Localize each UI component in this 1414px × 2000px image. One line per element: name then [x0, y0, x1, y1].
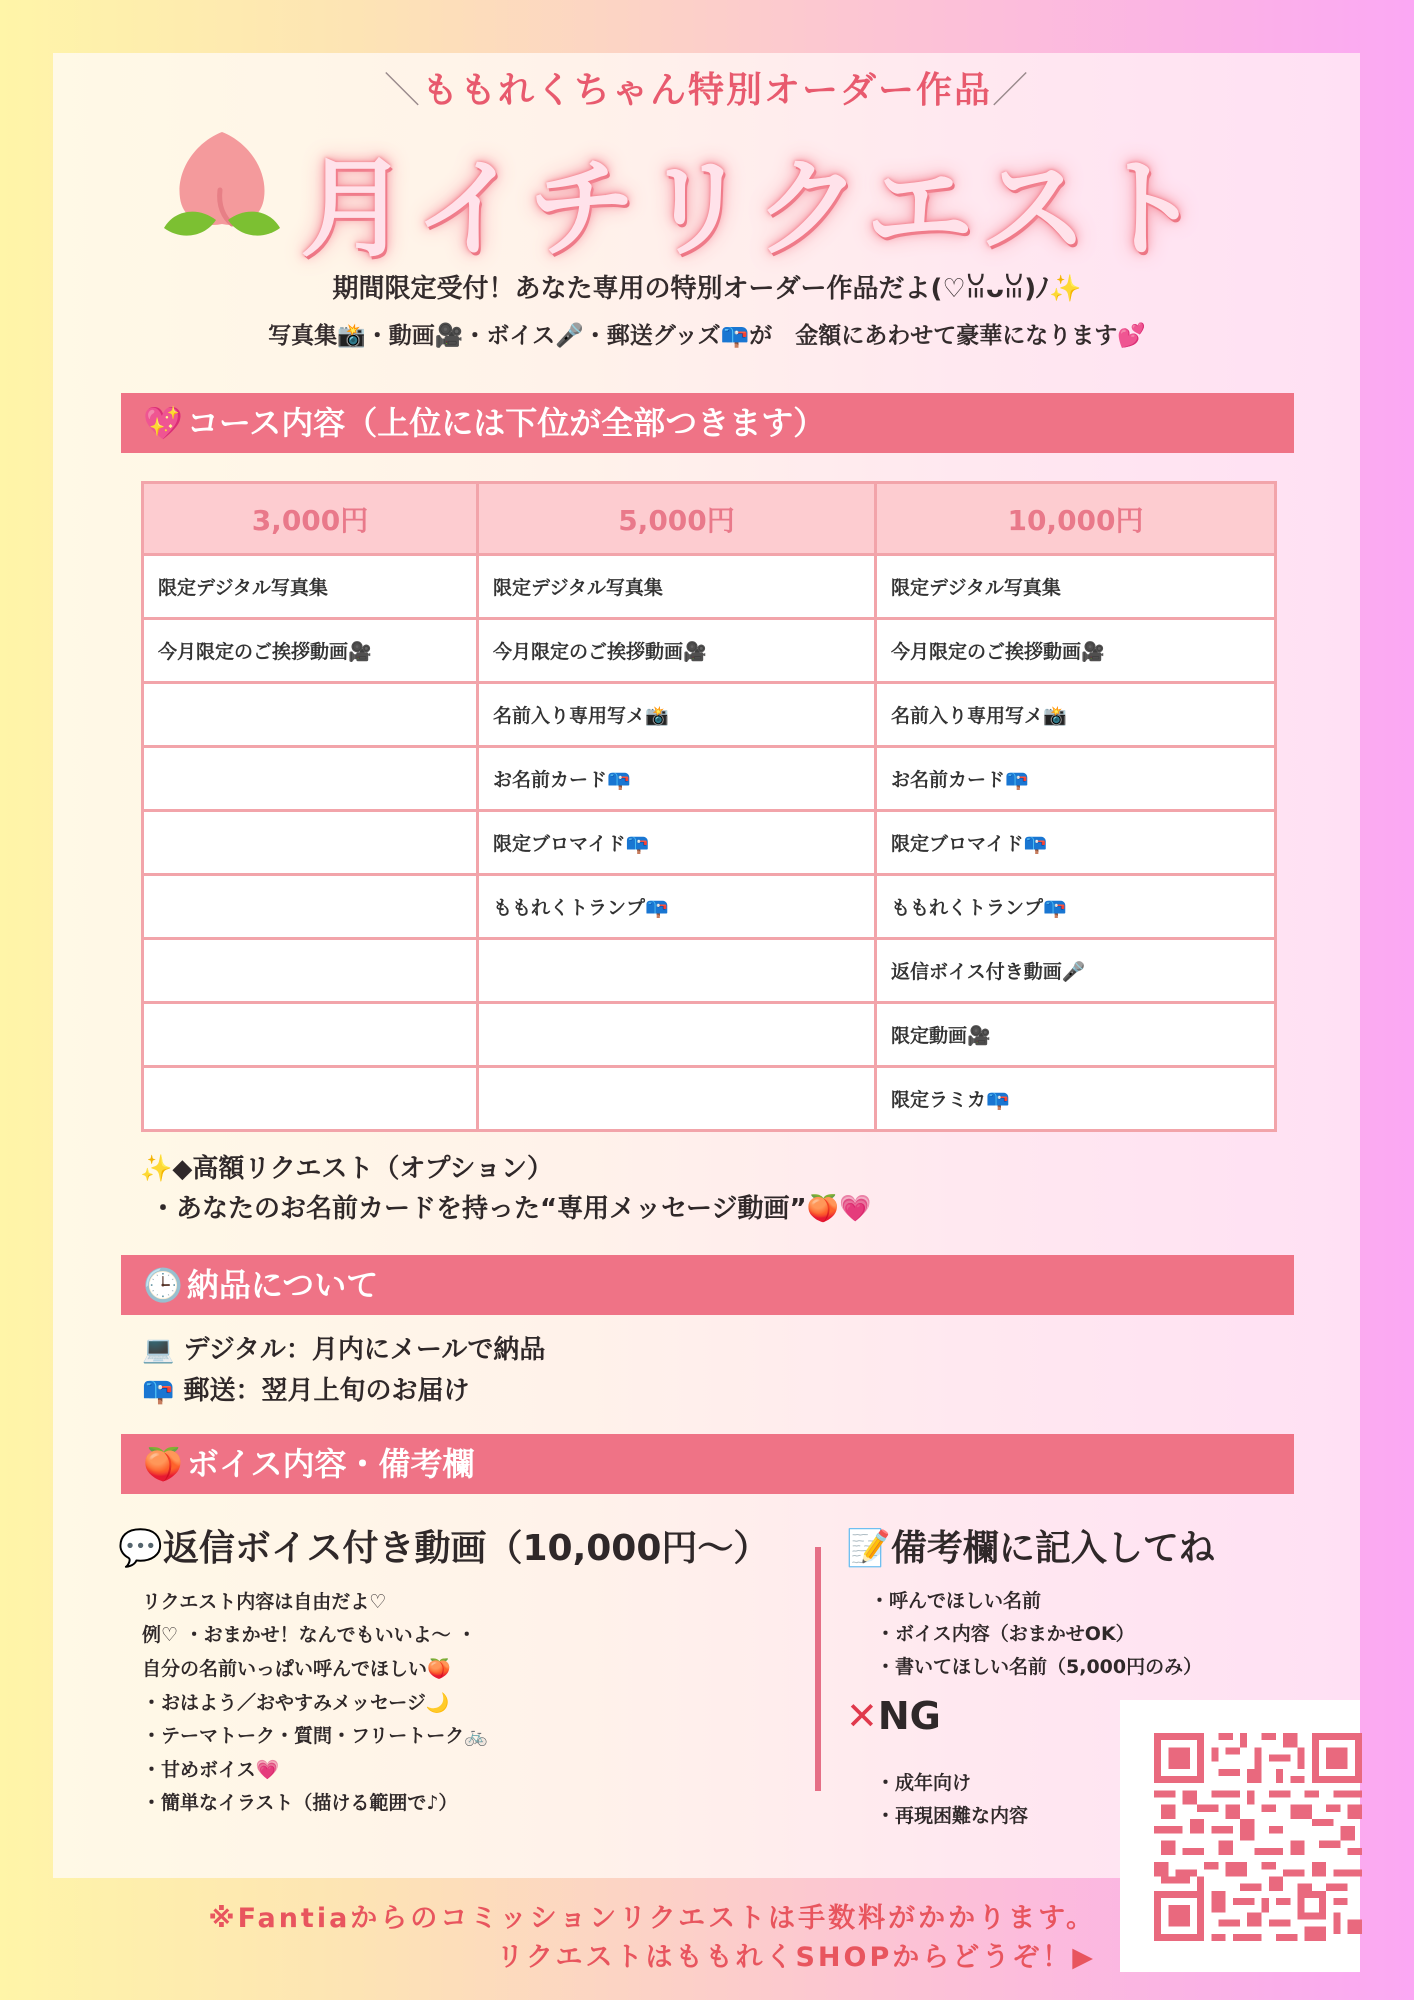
camera-flash-icon: 📸: [337, 323, 366, 349]
notes-heading: [846, 1520, 1215, 1571]
tagline-1-text: 期間限定受付！あなた専用の特別オーダー作品だよ(♡ꈍᴗꈍ)ﾉ: [332, 274, 1050, 304]
qr-code[interactable]: [1120, 1700, 1360, 1972]
clock-icon: 🕒: [143, 1266, 183, 1304]
table-cell: 限定動画🎥: [876, 1003, 1276, 1067]
table-row: [143, 683, 1276, 747]
table-cell: 今月限定のご挨拶動画🎥: [876, 619, 1276, 683]
sparkles-icon: ✨: [1049, 274, 1082, 304]
voice-line: ・おはよう／おやすみメッセージ🌙: [142, 1692, 450, 1714]
table-cell: [143, 875, 478, 939]
delivery-digital: [142, 1329, 545, 1366]
voice-heading-text: 返信ボイス付き動画（10,000円〜）: [162, 1528, 770, 1569]
table-cell: お名前カード📪: [876, 747, 1276, 811]
table-row: [143, 555, 1276, 619]
table-cell: 返信ボイス付き動画🎤: [876, 939, 1276, 1003]
table-cell: [478, 1067, 876, 1131]
peach-icon: 🍑: [143, 1445, 183, 1483]
section-header-delivery: [121, 1255, 1294, 1315]
tagline-voice: ・ボイス: [463, 323, 556, 349]
price-10000: 10,000円: [876, 483, 1276, 555]
footer-fee-notice: ※Fantiaからのコミッションリクエストは手数料がかかります。: [208, 1903, 1096, 1934]
delivery-digital-text: デジタル：月内にメールで納品: [183, 1335, 546, 1365]
subtitle-slash-right: ／: [992, 70, 1031, 111]
sparkling-heart-icon: 💖: [143, 404, 183, 442]
section-title-delivery: 納品について: [186, 1266, 379, 1304]
table-cell: お名前カード📪: [478, 747, 876, 811]
main-title: 月イチリクエスト: [300, 147, 1208, 272]
mailbox-icon: 📪: [720, 323, 750, 349]
vertical-divider: [815, 1547, 821, 1791]
table-cell: 名前入り専用写メ📸: [478, 683, 876, 747]
ng-heading-text: NG: [877, 1694, 941, 1738]
ng-heading: [846, 1694, 941, 1738]
movie-camera-icon: 🎥: [434, 323, 464, 349]
voice-line: 例♡ ・おまかせ！なんでもいいよ〜 ・: [142, 1624, 477, 1646]
two-hearts-icon: 💕: [1117, 323, 1146, 349]
table-cell: [143, 939, 478, 1003]
mailbox-icon: 📪: [142, 1376, 175, 1406]
tagline-photos: 写真集: [268, 323, 338, 349]
table-cell: 名前入り専用写メ📸: [876, 683, 1276, 747]
table-cell: [143, 811, 478, 875]
table-row: [143, 747, 1276, 811]
section-title-voice: ボイス内容・備考欄: [186, 1445, 475, 1483]
subtitle-text: ももれくちゃん特別オーダー作品: [421, 70, 992, 111]
table-cell: ももれくトランプ📪: [478, 875, 876, 939]
course-table: [141, 481, 1277, 1132]
notes-item: ・呼んでほしい名前: [870, 1590, 1042, 1612]
option-title: [140, 1148, 553, 1185]
option-item: [150, 1188, 871, 1225]
sparkles-icon: ✨: [140, 1154, 173, 1184]
table-cell: [143, 1067, 478, 1131]
table-header-row: [143, 483, 1276, 555]
tagline-1: [0, 268, 1414, 305]
subtitle: [0, 62, 1414, 113]
option-item-text: ・あなたのお名前カードを持った“専用メッセージ動画”: [150, 1194, 807, 1224]
ng-item: ・再現困難な内容: [876, 1805, 1029, 1827]
tagline-video: ・動画: [365, 323, 435, 349]
notes-item: ・ボイス内容（おまかせOK）: [876, 1623, 1135, 1645]
peach-icon: [160, 128, 284, 248]
voice-line: ・甘めボイス💗: [142, 1759, 280, 1781]
cross-mark-icon: ✕: [846, 1694, 878, 1738]
table-row: [143, 875, 1276, 939]
price-5000: 5,000円: [478, 483, 876, 555]
voice-line: ・簡単なイラスト（描ける範囲で♪）: [142, 1792, 458, 1814]
voice-line: 自分の名前いっぱい呼んでほしい🍑: [142, 1658, 451, 1680]
voice-line: リクエスト内容は自由だよ♡: [142, 1591, 387, 1613]
voice-heading: [118, 1520, 769, 1571]
memo-icon: 📝: [846, 1528, 891, 1569]
speech-bubble-icon: 💬: [118, 1528, 163, 1569]
microphone-icon: 🎤: [555, 323, 584, 349]
section-header-voice: [121, 1434, 1294, 1494]
tagline-2: [0, 317, 1414, 350]
subtitle-slash-left: ＼: [383, 70, 422, 111]
table-row: [143, 1003, 1276, 1067]
table-row: [143, 1067, 1276, 1131]
price-3000: 3,000円: [143, 483, 478, 555]
table-cell: [143, 683, 478, 747]
peach-heart-icon: 🍑💗: [806, 1194, 872, 1224]
table-cell: ももれくトランプ📪: [876, 875, 1276, 939]
section-title-course: コース内容（上位には下位が全部つきます）: [186, 404, 826, 442]
ng-item: ・成年向け: [876, 1772, 972, 1794]
table-cell: 限定ブロマイド📪: [876, 811, 1276, 875]
notes-heading-text: 備考欄に記入してね: [890, 1528, 1215, 1569]
tagline-suffix: が 金額にあわせて豪華になります: [749, 323, 1118, 349]
table-cell: 限定デジタル写真集: [143, 555, 478, 619]
table-cell: 限定ブロマイド📪: [478, 811, 876, 875]
table-cell: [143, 747, 478, 811]
footer-shop-link[interactable]: リクエストはももれくSHOPからどうぞ！▶: [496, 1942, 1096, 1973]
table-row: [143, 811, 1276, 875]
table-row: [143, 619, 1276, 683]
option-title-text: ◆高額リクエスト（オプション）: [172, 1154, 553, 1184]
section-header-course: [121, 393, 1294, 453]
table-cell: 限定ラミカ📪: [876, 1067, 1276, 1131]
table-cell: [478, 1003, 876, 1067]
table-cell: 限定デジタル写真集: [478, 555, 876, 619]
table-cell: 限定デジタル写真集: [876, 555, 1276, 619]
table-cell: 今月限定のご挨拶動画🎥: [478, 619, 876, 683]
voice-line: ・テーマトーク・質問・フリートーク🚲: [142, 1725, 488, 1747]
table-cell: [478, 939, 876, 1003]
table-cell: [143, 1003, 478, 1067]
qr-code-icon: [1154, 1733, 1362, 1941]
table-row: [143, 939, 1276, 1003]
notes-item: ・書いてほしい名前（5,000円のみ）: [876, 1656, 1203, 1678]
laptop-icon: 💻: [142, 1335, 175, 1365]
delivery-mail-text: 郵送：翌月上旬のお届け: [183, 1376, 470, 1406]
delivery-mail: [142, 1370, 469, 1407]
tagline-mail: ・郵送グッズ: [583, 323, 721, 349]
table-cell: 今月限定のご挨拶動画🎥: [143, 619, 478, 683]
